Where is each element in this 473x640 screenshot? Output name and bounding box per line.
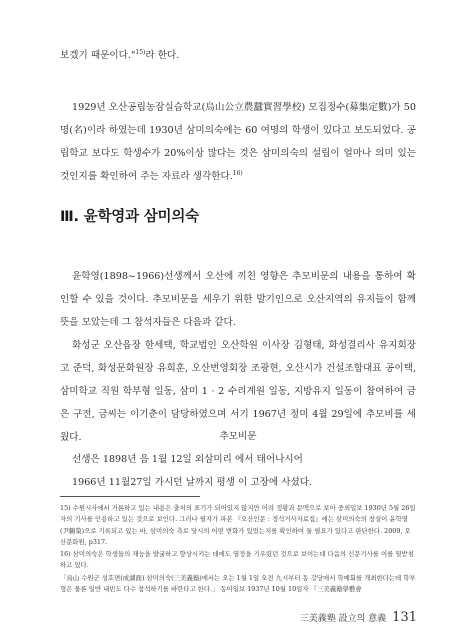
inscription-line: 1966년 11월27일 가시던 날까지 평생 이 고장에 사셨다. <box>72 477 313 488</box>
page-number: 131 <box>392 610 417 625</box>
footnote-16-quote: 「烏山 수원군 성호면(成湖面) 삼미의숙(三美義塾)에서는 오는 1월 1일 오전 九시부터 동 강당에서 학예회를 개최한다는데 학부형은 물론 일반 내빈도 다수 참석하기를 바란다고 한다.」 동아일보 1937년 10월 10일자 『三美義塾學藝會 <box>60 573 416 594</box>
page-footer <box>300 610 417 625</box>
inscription-line: 선생은 1898년 음 1월 12일 외삼미리 에서 태어나시어 <box>72 454 303 465</box>
footnote-ref[interactable]: 15) <box>135 48 146 56</box>
paragraph-participants: 화성군 오산읍장 한세택, 학교법인 오산학원 이사장 김형태, 화성결리사 유지회장 고 준덕, 화성문화원장 유희훈, 오산번영회장 조광현, 오산시가 건설조합대표 공이택, 삼미학교 직원 학부형 일동, 삼미 1 · 2 수리계원 일동, 지방유지 일동이 참여하여 금은 구전, 금씨는 이기춘이 담당하였으며 서기 1967년 정미 4월 29일에 추모비를 세웠다. <box>60 340 416 443</box>
paragraph-text: 1929년 오산공립농잠실습학교(烏山公立農蠶實習學校) 모집정수(募集定數)가 50명(名)이라 하였는데 1930년 삼미의숙에는 60 여명의 학생이 있다고 보도되었다. 공립학교 보다도 학생수가 20%이상 많다는 것은 삼미의숙의 설립이 얼마나 의미 있는 것인지를 확인하여 주는 자료라 생각한다. <box>60 102 416 182</box>
footnote-divider <box>60 496 200 497</box>
paragraph-continuation <box>60 44 416 67</box>
memorial-inscription <box>60 425 416 494</box>
footnote-15: 15) 수원시사에서 거론하고 있는 내용은 출처의 표기가 되어있지 않지만 어려 정황과 문맥으로 보아 중외일보 1930년 5월 26일자의 기사를 인용하고 있는 것으로 보인다. 그러나 필자가 파본 『오산인문 : 정석거사자료집』에는 삼미의숙의 창설이 윤학영(尹鶴榮)으로 기록되고 있는 바, 삼미의숙 측로 당시의 어떤 변화가 있었는지를 확인하여 둘 필요가 있다고 판단한다. 2009, 오산문화원, p317. <box>60 504 416 546</box>
section-body <box>60 265 416 449</box>
paragraph-text-tail: 라 한다. <box>145 50 180 61</box>
paragraph-intro: 윤학영(1898~1966)선생께서 오산에 끼친 영향은 추모비문의 내용을 통하여 확인할 수 있을 것이다. 추모비문을 세우기 위한 발기인으로 오산지역의 유지들이 함께 뜻을 모았는데 그 참석자들은 다음과 같다. <box>60 271 416 328</box>
footnote-ref[interactable]: 16) <box>232 169 243 177</box>
running-title: 三美義塾 設立의 意義 <box>299 614 387 624</box>
inscription-title: 추모비문 <box>219 431 257 442</box>
section-heading: Ⅲ. 윤학영과 삼미의숙 <box>60 209 199 225</box>
footnote-16: 16) 삼미의숙은 학생들의 재능을 발굴하고 향상시키는 데에도 열정을 기우렸던 것으로 보이는데 다음의 신문기사를 이를 뒷받침하고 있다. <box>60 550 414 570</box>
footnotes <box>60 503 416 596</box>
paragraph-1929 <box>60 96 416 188</box>
paragraph-text: 보겠기 때문이다." <box>60 50 136 61</box>
